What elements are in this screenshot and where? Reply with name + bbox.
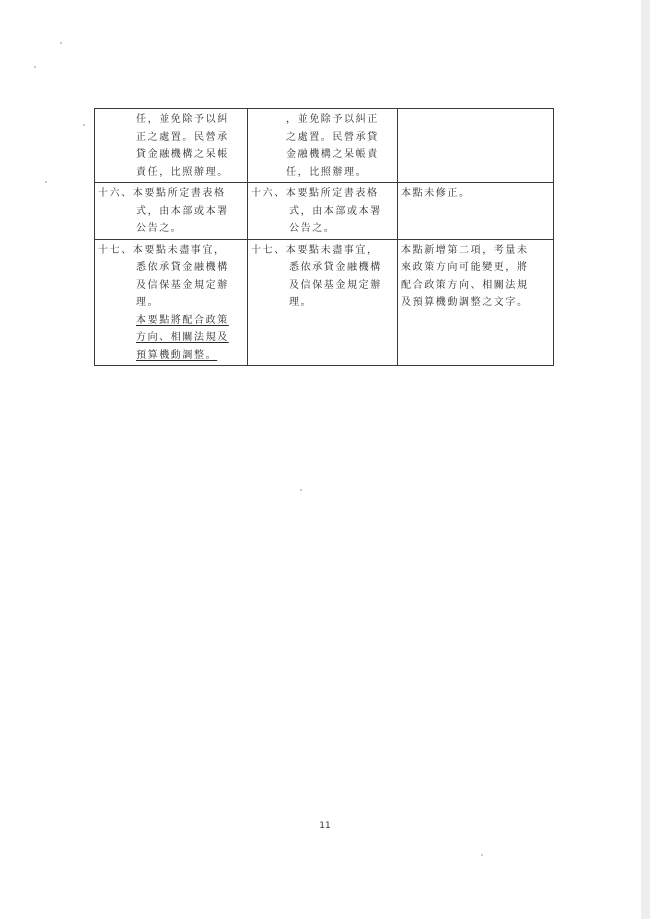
revised-text-line: 理。: [289, 297, 313, 308]
table-row: [95, 239, 554, 366]
revised-text-cell: [248, 239, 398, 366]
note-cell: [398, 109, 554, 183]
note-cell: [398, 239, 554, 366]
original-text-line: 悉依承貸金融機構: [136, 262, 229, 273]
original-text-line: 式，由本部或本署: [136, 205, 229, 217]
revised-text-line: 公告之。: [289, 223, 336, 234]
revised-text-line: 任，比照辦理。: [286, 166, 368, 178]
note-text-line: 本點未修正。: [401, 188, 471, 199]
revised-text-cell: [248, 183, 398, 240]
original-text-line: 責任，比照辦理。: [136, 166, 229, 178]
page-number: 11: [319, 821, 331, 831]
note-text-line: 配合政策方向、相關法規: [401, 279, 529, 291]
scan-speck: [300, 489, 302, 491]
note-cell: [398, 183, 554, 240]
scan-edge-shadow: [641, 0, 650, 919]
revised-text-line: 式，由本部或本署: [289, 205, 382, 217]
clause-heading: 十七、本要點未盡事宜，: [98, 244, 226, 256]
original-text-cell: [95, 183, 248, 240]
revised-text-line: 之處置。民營承貸: [286, 131, 379, 143]
revised-text-cell: [248, 109, 398, 183]
original-text-line: 任，並免除予以糾: [136, 114, 229, 125]
original-text-line: 貸金融機構之呆帳: [136, 149, 229, 160]
amendment-comparison-table: [94, 108, 554, 366]
original-text-cell: [95, 109, 248, 183]
original-text-line: 正之處置。民營承: [136, 131, 229, 143]
revised-text-line: ，並免除予以糾正: [286, 114, 379, 125]
clause-heading: 十六、本要點所定書表格: [98, 188, 226, 199]
clause-heading: 十七、本要點未盡事宜，: [251, 244, 379, 256]
added-text-underlined: 預算機動調整。: [136, 349, 218, 361]
note-text-line: 及預算機動調整之文字。: [401, 297, 529, 308]
note-text-line: 來政策方向可能變更，將: [401, 262, 529, 273]
original-text-line: 理。: [136, 297, 160, 308]
original-text-line: 及信保基金規定辦: [136, 279, 229, 291]
scan-speck: [45, 181, 47, 183]
revised-text-line: 金融機構之呆帳責: [286, 149, 379, 160]
scan-speck: [83, 124, 85, 126]
note-text-line: 本點新增第二項，考量未: [401, 244, 529, 256]
scan-speck: [34, 66, 36, 68]
original-text-line: 公告之。: [136, 223, 183, 234]
scan-speck: [481, 854, 483, 856]
original-text-cell: [95, 239, 248, 366]
table-row: [95, 109, 554, 183]
added-text-underlined: 方向、相關法規及: [136, 332, 229, 343]
clause-heading: 十六、本要點所定書表格: [251, 188, 379, 199]
scan-speck: [60, 42, 62, 44]
revised-text-line: 及信保基金規定辦: [289, 279, 382, 291]
revised-text-line: 悉依承貸金融機構: [289, 262, 382, 273]
table-row: [95, 183, 554, 240]
added-text-underlined: 本要點將配合政策: [136, 314, 229, 326]
